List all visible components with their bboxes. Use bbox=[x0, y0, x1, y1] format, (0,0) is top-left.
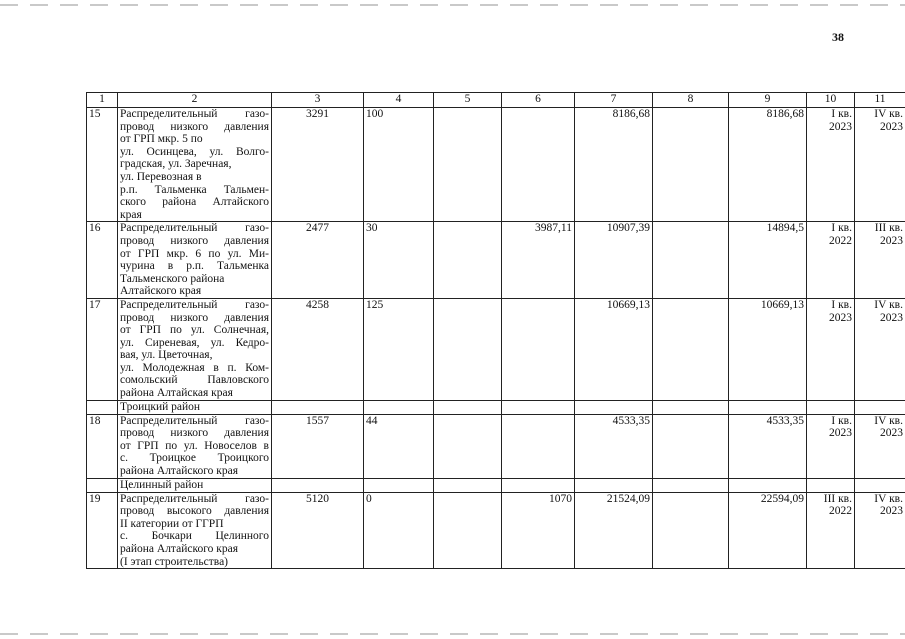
object-name-line: ского района Алтайского bbox=[120, 196, 269, 209]
section-empty-cell bbox=[855, 478, 905, 492]
column-number-11: 11 bbox=[855, 93, 905, 108]
object-name-line: Распределительный газо- bbox=[120, 108, 269, 120]
section-empty-cell bbox=[434, 400, 502, 414]
start-quarter bbox=[807, 108, 855, 222]
object-name-line: Распределительный газо- bbox=[120, 298, 269, 311]
value-c6 bbox=[502, 298, 575, 400]
value-c7: 8186,68 bbox=[575, 108, 653, 222]
value-c4: 125 bbox=[364, 298, 434, 400]
object-name-line: провод низкого давления bbox=[120, 311, 269, 324]
start-quarter bbox=[807, 492, 855, 569]
table-row bbox=[87, 298, 905, 400]
quarter-line: 2023 bbox=[880, 311, 903, 324]
quarter-line: III кв. bbox=[823, 492, 852, 505]
column-number-5: 5 bbox=[434, 93, 502, 108]
value-c4: 44 bbox=[364, 414, 434, 478]
end-quarter bbox=[855, 108, 905, 222]
column-number-4: 4 bbox=[364, 93, 434, 108]
start-quarter bbox=[807, 298, 855, 400]
quarter-line: 2022 bbox=[829, 234, 852, 247]
section-empty-cell bbox=[855, 400, 905, 414]
value-c9: 14894,5 bbox=[729, 222, 807, 299]
column-number-10: 10 bbox=[807, 93, 855, 108]
section-empty-cell bbox=[502, 400, 575, 414]
quarter-line: IV кв. bbox=[874, 108, 903, 120]
column-number-6: 6 bbox=[502, 93, 575, 108]
section-empty-cell bbox=[502, 478, 575, 492]
column-number-3: 3 bbox=[272, 93, 364, 108]
end-quarter bbox=[855, 492, 905, 569]
gas-pipeline-table bbox=[86, 92, 905, 569]
row-number: 15 bbox=[87, 108, 118, 222]
value-c7: 4533,35 bbox=[575, 414, 653, 478]
value-c4: 30 bbox=[364, 222, 434, 299]
value-c3: 4258 bbox=[272, 298, 364, 400]
object-name-line: сомольский Павловского bbox=[120, 374, 269, 387]
value-c9: 4533,35 bbox=[729, 414, 807, 478]
value-c9: 22594,09 bbox=[729, 492, 807, 569]
column-number-2: 2 bbox=[118, 93, 272, 108]
object-name-line: района Алтайского края bbox=[120, 543, 239, 555]
value-c3: 2477 bbox=[272, 222, 364, 299]
page-number: 38 bbox=[832, 30, 844, 44]
end-quarter bbox=[855, 298, 905, 400]
quarter-line: 2023 bbox=[829, 311, 852, 324]
table-row bbox=[87, 222, 905, 299]
object-name-line: вая, ул. Цветочная, bbox=[120, 349, 213, 362]
column-number-8: 8 bbox=[653, 93, 729, 108]
object-name-line: с. Бочкари Целинного bbox=[120, 530, 269, 543]
value-c4: 0 bbox=[364, 492, 434, 569]
quarter-line: IV кв. bbox=[874, 298, 903, 311]
section-empty-cell bbox=[364, 478, 434, 492]
table-row bbox=[87, 492, 905, 569]
scan-bottom-edge bbox=[0, 633, 905, 635]
section-number-cell bbox=[87, 400, 118, 414]
section-empty-cell bbox=[729, 400, 807, 414]
object-name-line: провод низкого давления bbox=[120, 120, 269, 133]
object-name-line: провод низкого давления bbox=[120, 234, 269, 247]
section-empty-cell bbox=[575, 478, 653, 492]
value-c3: 5120 bbox=[272, 492, 364, 569]
column-number-row bbox=[87, 93, 905, 108]
value-c5 bbox=[434, 222, 502, 299]
section-empty-cell bbox=[434, 478, 502, 492]
value-c7: 21524,09 bbox=[575, 492, 653, 569]
quarter-line: IV кв. bbox=[874, 414, 903, 427]
quarter-line: I кв. bbox=[831, 414, 852, 427]
quarter-line: 2023 bbox=[880, 427, 903, 440]
value-c5 bbox=[434, 108, 502, 222]
table-row bbox=[87, 108, 905, 222]
object-name-line: с. Троицкое Троицкого bbox=[120, 452, 269, 465]
value-c8 bbox=[653, 492, 729, 569]
object-name-line: р.п. Тальменка Тальмен- bbox=[120, 183, 269, 196]
object-name-line: района Алтайского края bbox=[120, 465, 239, 478]
end-quarter bbox=[855, 222, 905, 299]
object-name-line: ул. Осинцева, ул. Волго- bbox=[120, 145, 269, 158]
section-empty-cell bbox=[729, 478, 807, 492]
object-name-line: провод высокого давления bbox=[120, 505, 269, 518]
object-name-line: (I этап строительства) bbox=[120, 555, 228, 568]
value-c5 bbox=[434, 414, 502, 478]
quarter-line: III кв. bbox=[874, 222, 903, 235]
value-c4: 100 bbox=[364, 108, 434, 222]
object-name-cell bbox=[118, 492, 272, 569]
object-name-cell bbox=[118, 108, 272, 222]
value-c5 bbox=[434, 492, 502, 569]
value-c8 bbox=[653, 414, 729, 478]
column-number-1: 1 bbox=[87, 93, 118, 108]
end-quarter bbox=[855, 414, 905, 478]
section-empty-cell bbox=[272, 400, 364, 414]
row-number: 16 bbox=[87, 222, 118, 299]
quarter-line: 2023 bbox=[829, 427, 852, 440]
object-name-line: Распределительный газо- bbox=[120, 222, 269, 235]
object-name-line: района Алтайская края bbox=[120, 387, 233, 400]
section-empty-cell bbox=[364, 400, 434, 414]
start-quarter bbox=[807, 414, 855, 478]
object-name-line: II категории от ГГРП bbox=[120, 517, 224, 530]
object-name-line: провод низкого давления bbox=[120, 427, 269, 440]
section-empty-cell bbox=[575, 400, 653, 414]
object-name-line: края bbox=[120, 208, 142, 221]
object-name-line: от ГРП по ул. Новоселов в bbox=[120, 439, 269, 452]
value-c6 bbox=[502, 108, 575, 222]
object-name-line: ул. Молодежная в п. Ком- bbox=[120, 361, 269, 374]
value-c9: 10669,13 bbox=[729, 298, 807, 400]
section-empty-cell bbox=[807, 400, 855, 414]
object-name-line: Распределительный газо- bbox=[120, 492, 269, 505]
quarter-line: 2023 bbox=[880, 505, 903, 518]
object-name-line: ул. Сиреневая, ул. Кедро- bbox=[120, 336, 269, 349]
object-name-cell bbox=[118, 298, 272, 400]
value-c6: 3987,11 bbox=[502, 222, 575, 299]
section-title: Троицкий район bbox=[118, 400, 272, 414]
quarter-line: 2023 bbox=[880, 234, 903, 247]
row-number: 18 bbox=[87, 414, 118, 478]
quarter-line: 2023 bbox=[880, 120, 903, 133]
column-number-7: 7 bbox=[575, 93, 653, 108]
table-row bbox=[87, 414, 905, 478]
scan-top-edge bbox=[0, 4, 905, 6]
object-name-line: ул. Перевозная в bbox=[120, 170, 202, 183]
value-c9: 8186,68 bbox=[729, 108, 807, 222]
value-c8 bbox=[653, 222, 729, 299]
value-c6: 1070 bbox=[502, 492, 575, 569]
object-name-line: Алтайского края bbox=[120, 285, 202, 298]
object-name-cell bbox=[118, 222, 272, 299]
section-empty-cell bbox=[653, 400, 729, 414]
object-name-line: от ГРП мкр. 6 по ул. Ми- bbox=[120, 247, 269, 260]
quarter-line: I кв. bbox=[831, 298, 852, 311]
value-c3: 1557 bbox=[272, 414, 364, 478]
section-row bbox=[87, 478, 905, 492]
quarter-line: I кв. bbox=[831, 222, 852, 235]
table-body bbox=[87, 93, 905, 569]
section-row bbox=[87, 400, 905, 414]
object-name-line: градская, ул. Заречная, bbox=[120, 158, 232, 171]
value-c3: 3291 bbox=[272, 108, 364, 222]
column-number-9: 9 bbox=[729, 93, 807, 108]
object-name-line: Тальменского района bbox=[120, 272, 225, 285]
section-title: Целинный район bbox=[118, 478, 272, 492]
start-quarter bbox=[807, 222, 855, 299]
value-c8 bbox=[653, 298, 729, 400]
object-name-cell bbox=[118, 414, 272, 478]
object-name-line: чурина в р.п. Тальменка bbox=[120, 260, 269, 273]
section-empty-cell bbox=[272, 478, 364, 492]
object-name-line: от ГРП по ул. Солнечная, bbox=[120, 324, 269, 337]
value-c7: 10907,39 bbox=[575, 222, 653, 299]
quarter-line: 2023 bbox=[829, 120, 852, 133]
row-number: 17 bbox=[87, 298, 118, 400]
object-name-line: Распределительный газо- bbox=[120, 414, 269, 427]
quarter-line: IV кв. bbox=[874, 492, 903, 505]
quarter-line: I кв. bbox=[831, 108, 852, 120]
quarter-line: 2022 bbox=[829, 505, 852, 518]
section-empty-cell bbox=[653, 478, 729, 492]
section-number-cell bbox=[87, 478, 118, 492]
value-c8 bbox=[653, 108, 729, 222]
row-number: 19 bbox=[87, 492, 118, 569]
section-empty-cell bbox=[807, 478, 855, 492]
value-c5 bbox=[434, 298, 502, 400]
value-c7: 10669,13 bbox=[575, 298, 653, 400]
object-name-line: от ГРП мкр. 5 по bbox=[120, 133, 203, 146]
value-c6 bbox=[502, 414, 575, 478]
